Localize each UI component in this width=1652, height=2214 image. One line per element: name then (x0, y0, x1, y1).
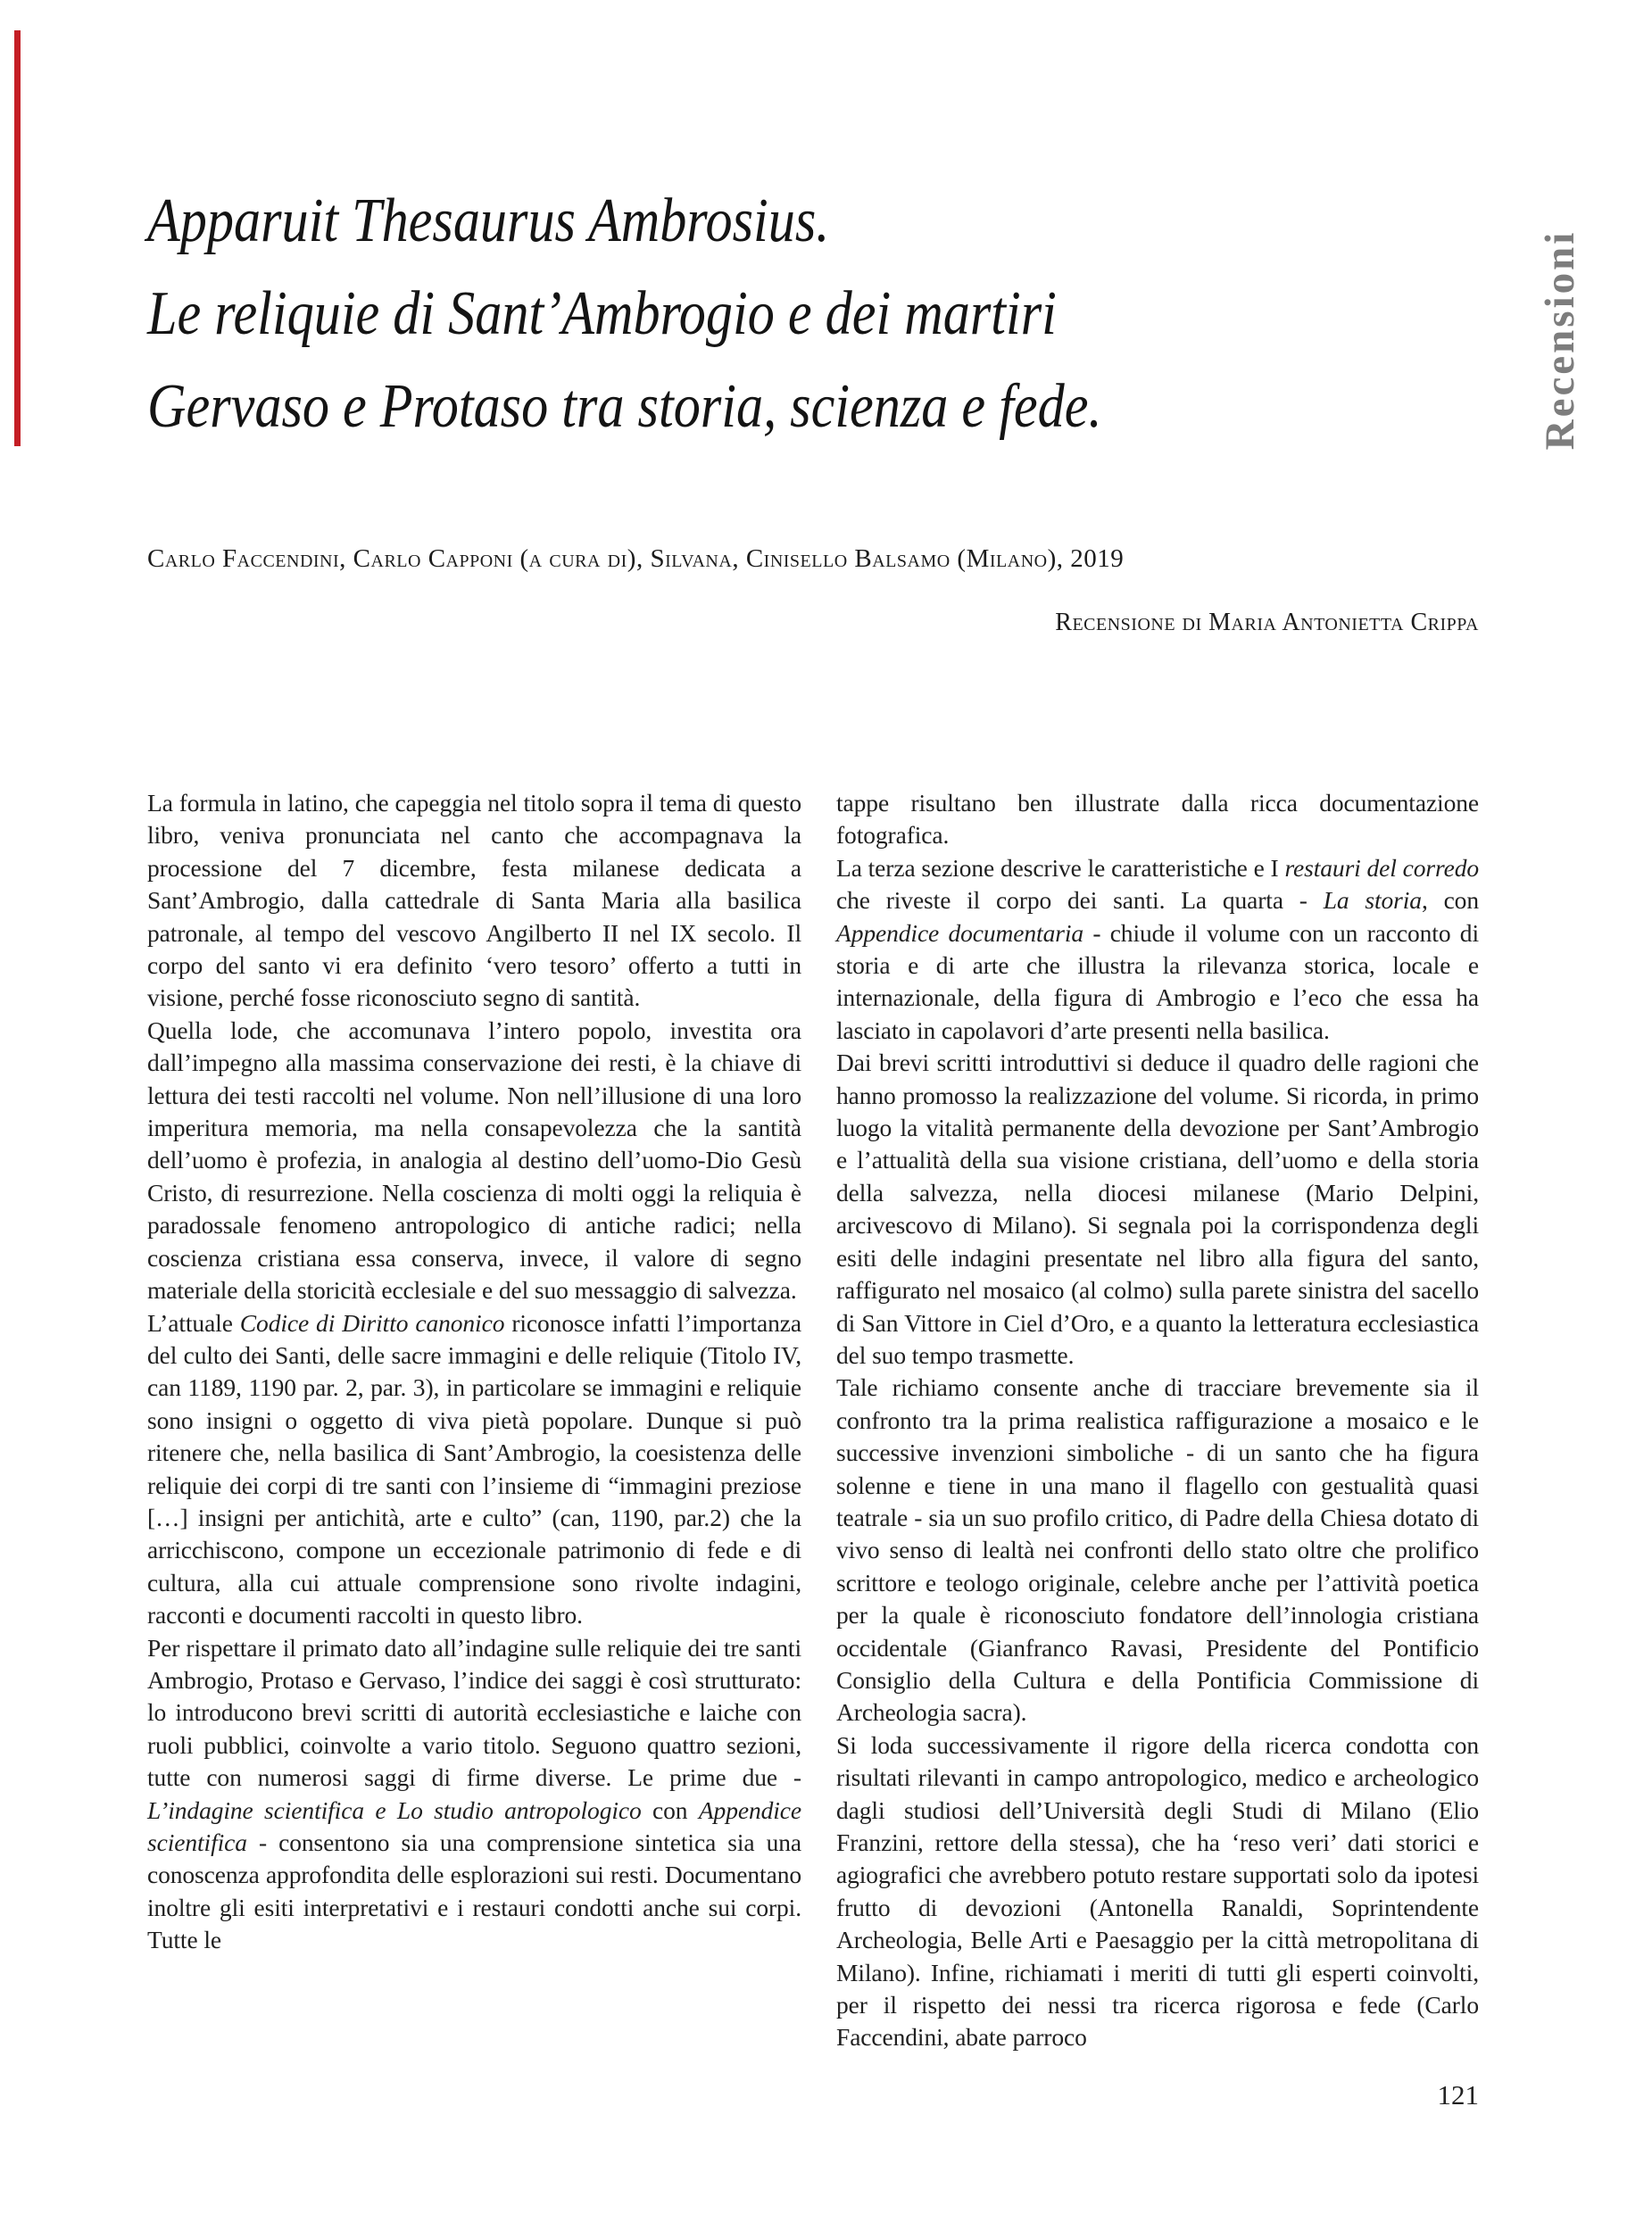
article-title-line-2: Le reliquie di Sant’Ambrogio e dei martiri (147, 279, 1057, 348)
body-paragraph: L’attuale Codice di Diritto canonico riconosce infatti l’importanza del culto dei Santi, delle sacre immagini e delle reliquie (Titolo IV, can 1189, 1190 par. 2, par. 3), in particolare se immagini e reliquie sono insigni o oggetto di viva pietà popolare. Dunque si può ritenere che, nella basilica di Sant’Ambrogio, la coesistenza delle reliquie dei corpi di tre santi con l’insieme di “immagini preziose […] insigni per antichità, arte e culto” (can, 1190, par.2) che la arricchiscono, compone un eccezionale patrimonio di fede e di cultura, alla cui attuale comprensione sono rivolte indagini, racconti e documenti raccolti in questo libro. (147, 1308, 801, 1629)
body-column-left (147, 787, 801, 1957)
body-paragraph: Tale richiamo consente anche di tracciare brevemente sia il confronto tra la prima realistica raffigurazione a mosaico e le successive invenzioni simboliche - di un santo che ha figura solenne e tiene in una mano il flagello con gestualità quasi teatrale - sia un suo profilo critico, di Padre della Chiesa dotato di vivo senso di lealtà nei confronti dello stato oltre che prolifico scrittore e teologo originale, celebre anche per l’attività poetica per la quale è riconosciuto fondatore dell’innologia cristiana occidentale (Gianfranco Ravasi, Presidente del Pontificio Consiglio della Cultura e della Pontificia Commissione di Archeologia sacra). (836, 1373, 1479, 1727)
section-accent-rule (14, 30, 21, 446)
body-paragraph: La terza sezione descrive le caratteristiche e I restauri del corredo che riveste il corpo dei santi. La quarta - La storia, con Appendice documentaria - chiude il volume con un racconto di storia e di arte che illustra la rilevanza storica, locale e internazionale, della figura di Ambrogio e l’eco che essa ha lasciato in capolavori d’arte presenti nella basilica. (836, 853, 1480, 1044)
body-paragraph: Per rispettare il primato dato all’indagine sulle reliquie dei tre santi Ambrogio, Protaso e Gervaso, l’indice dei saggi è così strutturato: lo introducono brevi scritti di autorità ecclesiastiche e laiche con ruoli pubblici, coinvolte a vario titolo. Seguono quattro sezioni, tutte con numerosi saggi di firme diverse. Le prime due - L’indagine scientifica e Lo studio antropologico con Appendice scientifica - consentono sia una comprensione sintetica sia una conoscenza approfondita delle esplorazioni sui resti. Documentano inoltre gli esiti interpretativi e i restauri condotti anche sui corpi. Tutte le (147, 1633, 801, 1954)
section-label-vertical (1532, 201, 1588, 479)
body-paragraph: La formula in latino, che capeggia nel titolo sopra il tema di questo libro, veniva pronunciata nel canto che accompagnava la processione del 7 dicembre, festa milanese dedicata a Sant’Ambrogio, dalla cattedrale di Santa Maria alla basilica patronale, al tempo del vescovo Angilberto II nel IX secolo. Il corpo del santo vi era definito ‘vero tesoro’ offerto a tutti in visione, perché fosse riconosciuto segno di santità. (147, 789, 801, 1012)
reviewer-line: Recensione di Maria Antonietta Crippa (1055, 609, 1479, 636)
body-paragraph: Dai brevi scritti introduttivi si deduce il quadro delle ragioni che hanno promosso la realizzazione del volume. Si ricorda, in primo luogo la vitalità permanente della devozione per Sant’Ambrogio e l’attualità della sua visione cristiana, dell’uomo e della storia della salvezza, nella diocesi milanese (Mario Delpini, arcivescovo di Milano). Si segnala poi la corrispondenza degli esiti delle indagini presentate nel libro alla figura del santo, raffigurato nel mosaico (al colmo) sulla parete sinistra del sacello di San Vittore in Ciel d’Oro, e a quanto la letteratura ecclesiastica del suo tempo trasmette. (836, 1049, 1479, 1369)
page-number: 121 (1437, 2079, 1479, 2110)
article-title-line-1: Apparuit Thesaurus Ambrosius. (147, 187, 830, 255)
article-title (147, 175, 1102, 453)
body-paragraph: Quella lode, che accomunava l’intero popolo, investita ora dall’impegno alla massima conservazione dei resti, è la chiave di lettura dei testi raccolti nel volume. Non nell’illusione di una loro imperitura memoria, ma nella consapevolezza che la santità dell’uomo è profezia, in analogia al destino dell’uomo-Dio Gesù Cristo, di resurrezione. Nella coscienza di molti oggi la reliquia è paradossale fenomeno antropologico di antiche radici; nella coscienza cristiana essa conserva, invece, il valore di segno materiale della storicità ecclesiale e del suo messaggio di salvezza. (147, 1016, 801, 1305)
body-paragraph: tappe risultano ben illustrate dalla ricca documentazione fotografica. (836, 789, 1479, 850)
section-label-text: Recensioni (1537, 229, 1583, 451)
body-paragraph: Si loda successivamente il rigore della ricerca condotta con risultati rilevanti in campo antropologico, medico e archeologico dagli studiosi dell’Università degli Studi di Milano (Elio Franzini, rettore della stessa), che ha ‘reso veri’ dati storici e agiografici che avrebbero potuto restare supportati solo da ipotesi frutto di devozioni (Antonella Ranaldi, Soprintendente Archeologia, Belle Arti e Paesaggio per la città metropolitana di Milano). Infine, richiamati i meriti di tutti gli esperti coinvolti, per il rispetto dei nessi tra ricerca rigorosa e fede (Carlo Faccendini, abate parroco (836, 1730, 1479, 2052)
book-byline: Carlo Faccendini, Carlo Capponi (a cura di), Silvana, Cinisello Balsamo (Milano), 2019 (147, 544, 1125, 573)
article-title-line-3: Gervaso e Protaso tra storia, scienza e fede. (147, 372, 1102, 441)
body-column-right (836, 787, 1479, 2054)
